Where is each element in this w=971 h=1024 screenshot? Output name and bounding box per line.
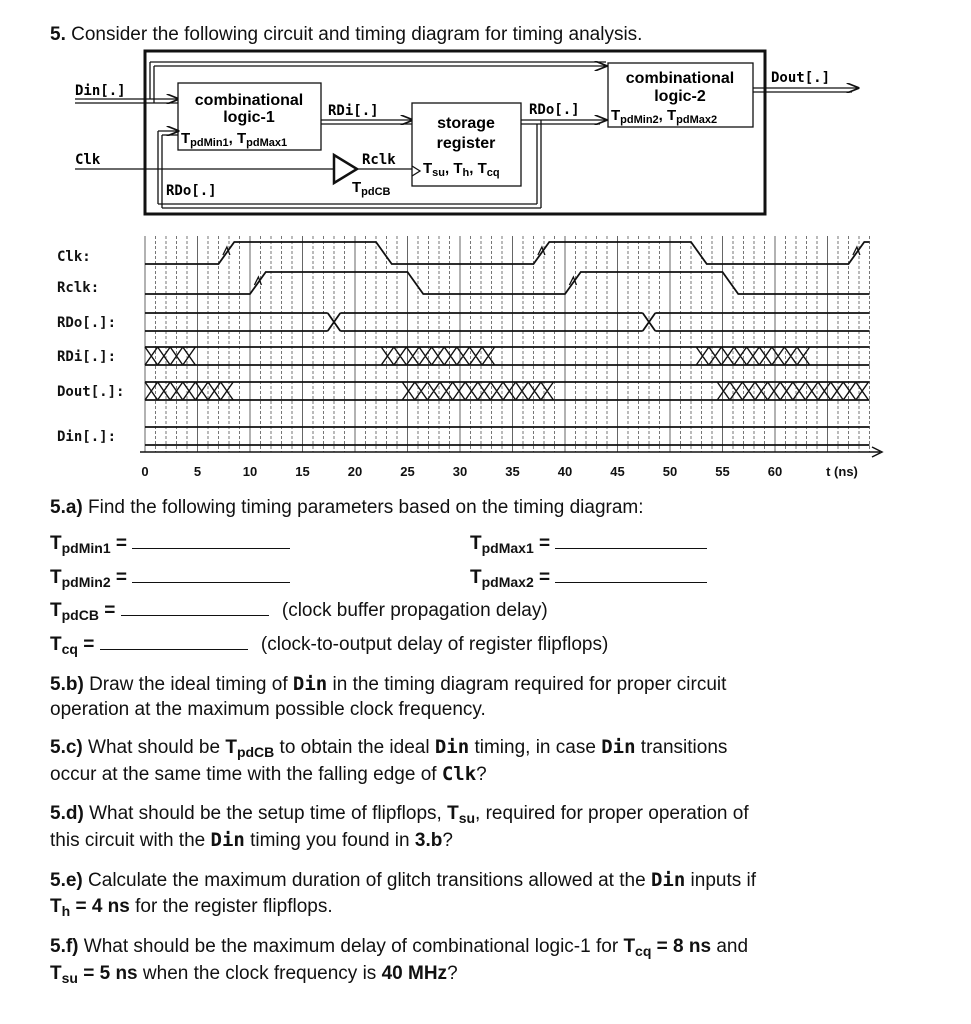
tpdmin2-row: $T_{pdMin2}$ = xyxy=(50,564,290,590)
cl2-subtitle: logic-2 xyxy=(654,88,706,105)
tick-label: 40 xyxy=(557,464,573,479)
tcq-blank[interactable] xyxy=(100,631,248,650)
tick-label: 55 xyxy=(715,464,730,479)
clk-wave xyxy=(145,242,870,264)
tcq-row: $T_{cq}$ = (clock-to-output delay of register flipflops) xyxy=(50,631,608,657)
part-a-heading: 5.a) Find the following timing parameters based on the timing diagram: xyxy=(50,497,644,518)
tpdmin1-blank[interactable] xyxy=(132,530,290,549)
register-title: storage xyxy=(437,115,495,132)
row-label: RDi[.]: xyxy=(57,349,117,365)
row-label: Clk: xyxy=(57,249,91,265)
part-d-line1: 5.d) What should be the setup time of flipflops, $T_{su}$, required for proper operation of xyxy=(50,803,749,826)
tick-label: 45 xyxy=(610,464,625,479)
row-label: Dout[.]: xyxy=(57,384,125,400)
rclk-wave xyxy=(145,272,870,294)
clk-label: Clk xyxy=(75,152,101,168)
part-c-line2: occur at the same time with the falling edge of Clk? xyxy=(50,763,487,785)
din-label: Din[.] xyxy=(75,83,126,99)
tpdmax2-blank[interactable] xyxy=(555,564,707,583)
timing-diagram xyxy=(0,0,971,490)
rdi-wave-hatch xyxy=(145,347,195,365)
tpdcb-row: $T_{pdCB}$ = (clock buffer propagation delay) xyxy=(50,597,548,623)
part-f-line2: $T_{su} = 5$ ns when the clock frequency is 40 MHz? xyxy=(50,963,458,986)
part-f-line1: 5.f) What should be the maximum delay of combinational logic-1 for $T_{cq} = 8$ ns and xyxy=(50,936,749,959)
dout-wave-hatch xyxy=(717,382,868,400)
part-c-line1: 5.c) What should be $T_{pdCB}$ to obtain the ideal Din timing, in case Din transitions xyxy=(50,736,728,760)
buffer-param: $T_{pdCB}$ xyxy=(352,179,391,198)
register-params: $T_{su}$, $T_h$, $T_{cq}$ xyxy=(423,160,500,179)
rdi-wave-hatch xyxy=(381,347,494,365)
tpdmax2-row: $T_{pdMax2}$ = xyxy=(470,564,707,590)
dout-wave-hatch xyxy=(402,382,553,400)
tick-label: 30 xyxy=(452,464,468,479)
register-subtitle: register xyxy=(436,135,496,152)
rdi-label: RDi[.] xyxy=(328,103,379,119)
tpdmin2-blank[interactable] xyxy=(132,564,290,583)
rclk-label: Rclk xyxy=(362,152,396,168)
tpdmax1-blank[interactable] xyxy=(555,530,707,549)
part-b-line1: 5.b) Draw the ideal timing of Din in the timing diagram required for proper circuit xyxy=(50,673,727,695)
tick-label: 15 xyxy=(295,464,310,479)
tick-label: 10 xyxy=(242,464,258,479)
din-wave xyxy=(145,427,870,445)
dout-wave-hatch xyxy=(145,382,233,400)
tick-label: 60 xyxy=(767,464,783,479)
cl2-title: combinational xyxy=(625,70,735,87)
part-e-line1: 5.e) Calculate the maximum duration of glitch transitions allowed at the Din inputs if xyxy=(50,869,757,891)
timing-waveforms xyxy=(145,242,870,445)
tpdcb-blank[interactable] xyxy=(121,597,269,616)
cl1-params: $T_{pdMin1}$, $T_{pdMax1}$ xyxy=(181,130,288,149)
row-label: Rclk: xyxy=(57,280,100,296)
part-b-line2: operation at the maximum possible clock frequency. xyxy=(50,699,486,720)
tick-label: 25 xyxy=(400,464,415,479)
row-label: Din[.]: xyxy=(57,429,117,445)
row-label: RDo[.]: xyxy=(57,315,117,331)
question-title: 5. Consider the following circuit and timing diagram for timing analysis. xyxy=(50,24,643,45)
axis-label: t (ns) xyxy=(826,464,858,479)
part-e-line2: $T_h = 4$ ns for the register flipflops. xyxy=(50,896,333,919)
tick-label: 50 xyxy=(662,464,678,479)
rdo-wave xyxy=(145,313,870,331)
rdo-label-bottom: RDo[.] xyxy=(166,183,217,199)
cl1-subtitle: logic-1 xyxy=(223,109,275,126)
cl1-title: combinational xyxy=(194,92,304,109)
tick-label: 5 xyxy=(193,464,202,479)
tick-label: 0 xyxy=(141,464,149,479)
timing-grid xyxy=(145,236,870,452)
tick-label: 35 xyxy=(505,464,520,479)
rdi-wave-hatch xyxy=(696,347,809,365)
tick-label: 20 xyxy=(347,464,363,479)
part-d-line2: this circuit with the Din timing you found in 3.b? xyxy=(50,829,453,851)
cl2-params: $T_{pdMin2}$, $T_{pdMax2}$ xyxy=(611,107,718,126)
tpdmax1-row: $T_{pdMax1}$ = xyxy=(470,530,707,556)
tpdmin1-row: $T_{pdMin1}$ = xyxy=(50,530,290,556)
dout-label: Dout[.] xyxy=(771,70,831,86)
rdo-label-top: RDo[.] xyxy=(529,102,580,118)
